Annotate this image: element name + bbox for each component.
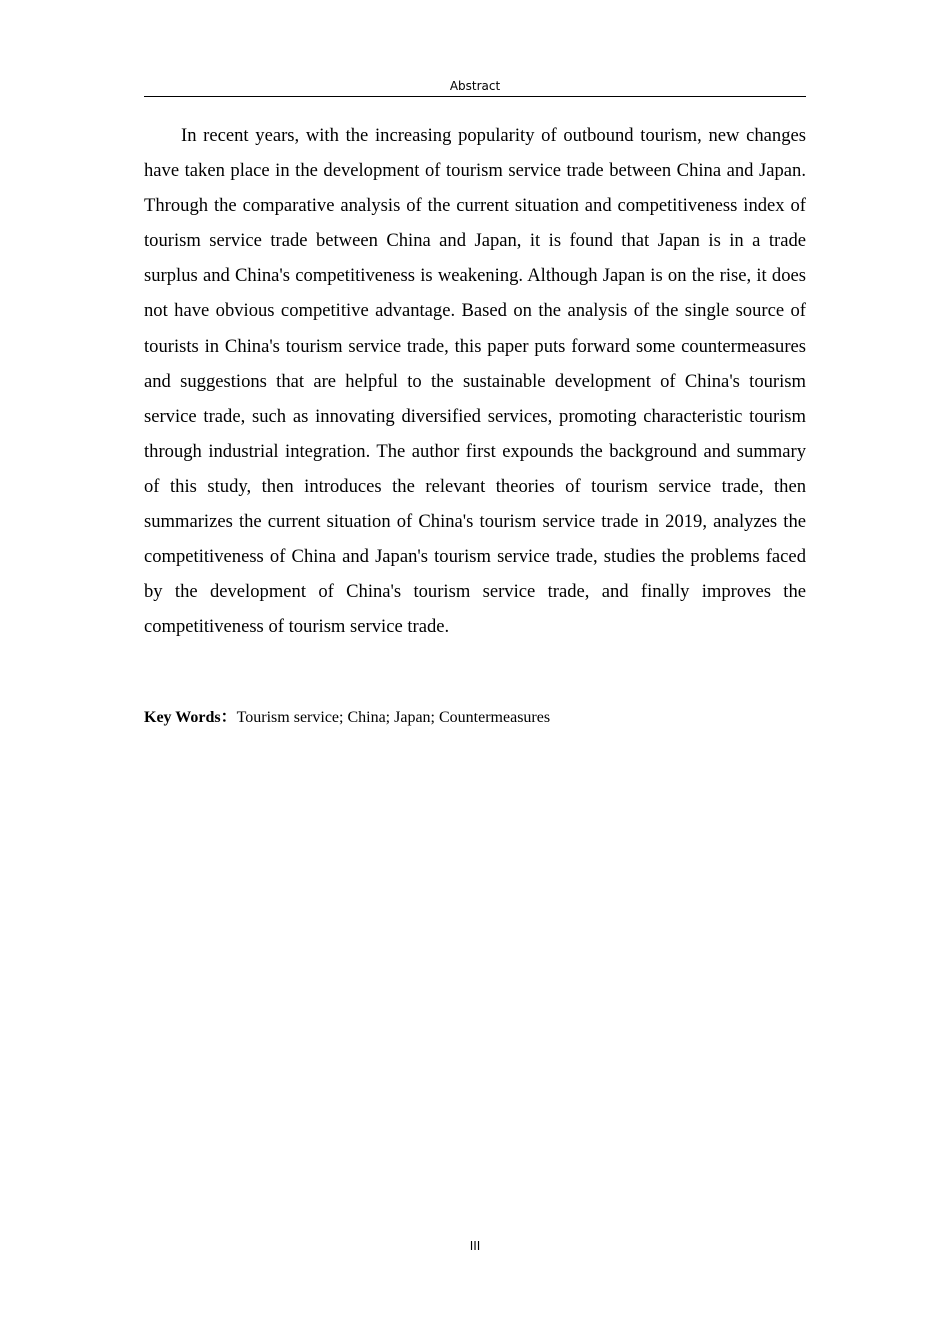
page-footer [0, 1238, 950, 1254]
keywords-label: Key Words： [144, 709, 237, 726]
page-header [144, 78, 806, 97]
abstract-paragraph: In recent years, with the increasing popularity of outbound tourism, new changes have taken place in the development of tourism service trade between China and Japan. Through the comparative analysis of the current situation and competitiveness index of tourism service trade between China and Japan, it is found that Japan is in a trade surplus and China's competitiveness is weakening. Although Japan is on the rise, it does not have obvious competitive advantage. Based on the analysis of the single source of tourists in China's tourism service trade, this paper puts forward some countermeasures and suggestions that are helpful to the sustainable development of China's tourism service trade, such as innovating diversified services, promoting characteristic tourism through industrial integration. The author first expounds the background and summary of this study, then introduces the relevant theories of tourism service trade, then summarizes the current situation of China's tourism service trade in 2019, analyzes the competitiveness of China and Japan's tourism service trade, studies the problems faced by the development of China's tourism service trade, and finally improves the competitiveness of tourism service trade. [144, 125, 806, 638]
keywords-line [144, 706, 806, 730]
header-title: Abstract [449, 79, 501, 93]
keywords-value: Tourism service; China; Japan; Countermeasures [236, 709, 551, 726]
page-number: III [469, 1239, 481, 1253]
